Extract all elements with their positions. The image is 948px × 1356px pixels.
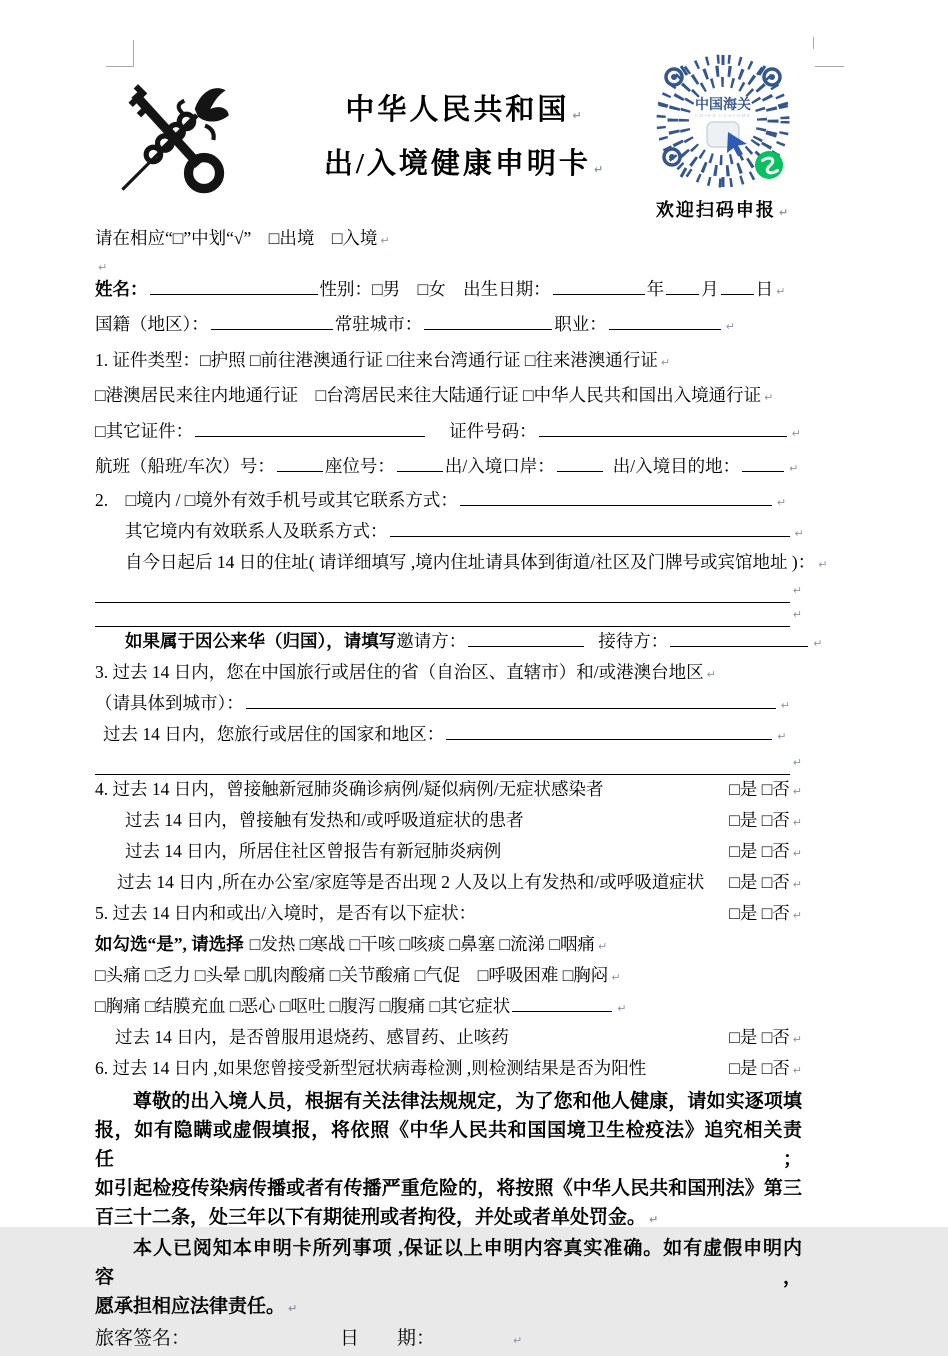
legal-notice <box>95 1087 802 1323</box>
paragraph-mark-icon: ↵ <box>380 234 390 247</box>
text-boundary-mark <box>106 66 134 67</box>
q4-row-4 <box>95 868 802 899</box>
title-line-1: 中华人民共和国 <box>345 94 570 126</box>
date-label: 日 期： <box>340 1327 436 1349</box>
destination-field[interactable] <box>742 468 784 472</box>
paragraph-mark-icon: ↵ <box>725 320 735 333</box>
qr-caption: 欢迎扫码申报 <box>655 200 776 220</box>
q3-countries-label: 过去 14 日内，您旅行或居住的国家和地区： <box>103 723 445 744</box>
paragraph-mark-icon: ↵ <box>611 970 621 984</box>
paragraph-mark-icon: ↵ <box>794 526 804 540</box>
other-document-field[interactable] <box>195 433 425 437</box>
official-visit-label: 如果属于因公来华（归国），请填写 <box>125 630 397 651</box>
paragraph-mark-icon: ↵ <box>780 698 790 712</box>
q5-yesno[interactable]: □是 □否 <box>729 902 790 923</box>
symptom-checkbox-group-3[interactable]: □胸痛 □结膜充血 □恶心 □呕吐 □腹泻 □腹痛 □其它症状 <box>95 995 511 1016</box>
text-boundary-mark <box>133 40 134 67</box>
other-document-row <box>95 415 802 451</box>
emergency-contact-field[interactable] <box>390 533 790 537</box>
q3-text: 3. 过去 14 日内，您在中国旅行或居住的省（自治区、直辖市）和/或港澳台地区 <box>95 661 704 682</box>
q4-yesno-4[interactable]: □是 □否 <box>729 871 790 892</box>
q4-yesno-2[interactable]: □是 □否 <box>729 809 790 830</box>
address-field-line-1[interactable] <box>95 599 790 603</box>
paragraph-mark-icon: ↵ <box>706 667 716 681</box>
qr-center-label: 中国海关 <box>695 98 751 113</box>
address-row <box>95 548 828 579</box>
occupation-field[interactable] <box>609 326 721 330</box>
q5-row <box>95 899 802 930</box>
address-blank-row-2 <box>95 603 802 627</box>
paragraph-mark-icon: ↵ <box>792 607 802 621</box>
q4-text-3: 过去 14 日内，所居住社区曾报告有新冠肺炎病例 <box>125 840 502 861</box>
other-symptom-field[interactable] <box>512 1008 612 1012</box>
address-field-line-2[interactable] <box>95 623 790 627</box>
paragraph-mark-icon: ↵ <box>792 784 802 798</box>
q3-row <box>95 658 802 689</box>
legal-line: 百三十二条，处三年以下有期徒刑或者拘役，并处或者单处罚金。 ↵ <box>95 1206 659 1228</box>
paragraph-mark-icon: ↵ <box>598 939 608 953</box>
flight-number-field[interactable] <box>277 468 323 472</box>
customs-emblem-icon <box>110 76 234 204</box>
medicine-row <box>95 1023 802 1054</box>
nationality-field[interactable] <box>211 326 333 330</box>
document-type-row-1 <box>95 344 802 380</box>
emergency-contact-row <box>95 517 802 548</box>
symptom-row-1 <box>95 930 802 961</box>
occupation-label: 职业： <box>554 314 607 334</box>
document-title <box>255 86 675 194</box>
q3-countries-field[interactable] <box>446 736 772 740</box>
paragraph-mark-icon: ↵ <box>776 495 787 509</box>
symptom-row-2 <box>95 961 802 992</box>
legal-line: 如引起检疫传染病传播或者有传播严重危险的，将按照《中华人民共和国刑法》第三 <box>95 1177 802 1199</box>
address-label: 自今日起后 14 日的住址( 请详细填写 ,境内住址请具体到街道/社区及门牌号或宾馆地址 )： <box>125 551 816 572</box>
address-blank-row-1 <box>95 579 802 603</box>
medicine-text: 过去 14 日内，是否曾服用退烧药、感冒药、止咳药 <box>115 1026 509 1047</box>
paragraph-mark-icon: ↵ <box>778 206 791 219</box>
instruction-line <box>95 222 802 258</box>
q3-blank-row <box>95 751 802 775</box>
paragraph-mark-icon: ↵ <box>792 755 802 769</box>
seat-number-label: 座位号： <box>324 456 395 476</box>
document-number-field[interactable] <box>539 433 787 437</box>
empty-paragraph <box>95 258 802 273</box>
name-gender-dob-row <box>95 273 802 309</box>
paragraph-mark-icon: ↵ <box>789 462 799 475</box>
document-type-checkbox-group-2[interactable]: □港澳居民来往内地通行证 □台湾居民来往大陆通行证 □中华人民共和国出入境通行证 <box>95 385 762 405</box>
symptom-row-3 <box>95 992 802 1023</box>
paragraph-mark-icon: ↵ <box>649 1212 659 1226</box>
host-field[interactable] <box>670 643 808 647</box>
q5-text: 5. 过去 14 日内和或出/入境时，是否有以下症状： <box>95 902 477 923</box>
nationality-city-occupation-row <box>95 308 802 344</box>
inviter-label: 邀请方： <box>396 630 467 651</box>
q6-yesno[interactable]: □是 □否 <box>729 1057 790 1078</box>
q4-row-2 <box>95 806 802 837</box>
paragraph-mark-icon: ↵ <box>818 557 828 571</box>
destination-label: 出/入境目的地： <box>612 456 741 476</box>
host-label: 接待方： <box>598 630 669 651</box>
declaration-line: 本人已阅知本申明卡所列事项 ,保证以上申明内容真实准确。如有虚假申明内容， <box>95 1237 802 1288</box>
inviter-field[interactable] <box>468 643 584 647</box>
document-type-checkbox-group-1[interactable]: 1. 证件类型：□护照 □前往港澳通行证 □往来台湾通行证 □往来港澳通行证 <box>95 349 658 370</box>
paragraph-mark-icon: ↵ <box>813 636 823 650</box>
paragraph-mark-icon: ↵ <box>776 284 786 298</box>
birth-month-field[interactable] <box>666 291 699 295</box>
paragraph-mark-icon: ↵ <box>792 1063 802 1077</box>
paragraph-mark-icon: ↵ <box>792 846 802 860</box>
declaration-line: 愿承担相应法律责任。 ↵ <box>95 1295 298 1317</box>
q3-city-label: （请具体到城市）： <box>95 692 244 713</box>
signature-label: 旅客签名： <box>95 1327 191 1349</box>
symptom-checkbox-group-2[interactable]: □头痛 □乏力 □头晕 □肌肉酸痛 □关节酸痛 □气促 □呼吸困难 □胸闷 <box>95 964 609 985</box>
q3-countries-row <box>95 720 802 751</box>
phone-field[interactable] <box>460 502 772 506</box>
paragraph-mark-icon: ↵ <box>764 391 774 404</box>
symptom-checkbox-group-1[interactable]: □发热 □寒战 □干咳 □咳痰 □鼻塞 □流涕 □咽痛 <box>249 933 595 954</box>
q6-row <box>95 1054 802 1085</box>
medicine-yesno[interactable]: □是 □否 <box>729 1026 790 1047</box>
port-label: 出/入境口岸： <box>444 456 555 476</box>
paragraph-mark-icon: ↵ <box>792 815 802 829</box>
nationality-label: 国籍（地区）： <box>95 314 209 334</box>
official-visit-row <box>95 627 823 658</box>
qr-code <box>648 52 798 194</box>
paragraph-mark-icon: ↵ <box>288 1301 298 1315</box>
text-boundary-mark <box>815 66 844 67</box>
name-label: 姓名： <box>95 278 148 299</box>
document-type-row-2 <box>95 379 802 415</box>
q4-text-1: 4. 过去 14 日内，曾接触新冠肺炎确诊病例/疑似病例/无症状感染者 <box>95 778 604 799</box>
gender-dob-checkbox-group[interactable]: 性别：□男 □女 出生日期： <box>319 278 551 299</box>
birth-year-field[interactable] <box>553 291 645 295</box>
paragraph-mark-icon: ↵ <box>660 355 671 369</box>
resident-city-label: 常驻城市： <box>334 314 423 334</box>
day-label: 日 <box>755 278 774 299</box>
port-field[interactable] <box>557 468 603 472</box>
q4-yesno-1[interactable]: □是 □否 <box>729 778 790 799</box>
title-line-2: 出/入境健康申明卡 <box>323 148 591 180</box>
year-label: 年 <box>646 278 665 299</box>
seat-number-field[interactable] <box>397 468 443 472</box>
document-number-label: 证件号码： <box>449 420 537 441</box>
paragraph-mark-icon: ↵ <box>572 109 585 122</box>
other-document-checkbox[interactable]: □其它证件： <box>95 420 194 441</box>
emergency-contact-label: 其它境内有效联系人及联系方式： <box>125 520 388 541</box>
q4-row-3 <box>95 837 802 868</box>
paragraph-mark-icon: ↵ <box>792 1032 802 1046</box>
phone-checkbox-group[interactable]: 2. □境内 / □境外有效手机号或其它联系方式： <box>95 489 458 510</box>
symptom-select-label: 如勾选“是”, 请选择 <box>95 933 244 954</box>
q4-text-2: 过去 14 日内，曾接触有发热和/或呼吸道症状的患者 <box>125 809 524 830</box>
q6-text: 6. 过去 14 日内 ,如果您曾接受新型冠状病毒检测 ,则检测结果是否为阳性 <box>95 1057 647 1078</box>
signature-row <box>95 1323 802 1356</box>
q4-text-4: 过去 14 日内 ,所在办公室/家庭等是否出现 2 人及以上有发热和/或呼吸道症状 <box>117 871 705 892</box>
flight-seat-port-row <box>95 450 802 486</box>
paragraph-mark-icon: ↵ <box>617 1001 627 1015</box>
q3-city-row <box>95 689 802 720</box>
birth-day-field[interactable] <box>721 291 754 295</box>
paragraph-mark-icon: ↵ <box>777 729 787 743</box>
paragraph-mark-icon: ↵ <box>791 426 801 440</box>
resident-city-field[interactable] <box>424 326 552 330</box>
paragraph-mark-icon: ↵ <box>513 1333 523 1347</box>
paragraph-mark-icon: ↵ <box>792 583 802 597</box>
month-label: 月 <box>701 278 719 299</box>
name-field[interactable] <box>150 291 318 295</box>
paragraph-mark-icon: ↵ <box>98 260 108 274</box>
q4-yesno-3[interactable]: □是 □否 <box>729 840 790 861</box>
legal-line: 报，如有隐瞒或虚假填报，将依照《中华人民共和国国境卫生检疫法》追究相关责任； <box>95 1119 802 1170</box>
flight-number-label: 航班（船班/车次）号： <box>95 456 275 476</box>
text-boundary-mark <box>813 37 814 49</box>
legal-line: 尊敬的出入境人员，根据有关法律法规规定，为了您和他人健康，请如实逐项填 <box>133 1090 802 1112</box>
exit-entry-checkbox-group[interactable]: 请在相应“□”中划“√” □出境 □入境 <box>95 228 378 248</box>
form-body <box>95 222 828 1356</box>
q3-city-field[interactable] <box>246 705 776 709</box>
paragraph-mark-icon: ↵ <box>792 908 802 922</box>
qr-center-sublabel: CHINA CUSTOMS <box>695 113 751 118</box>
phone-row <box>95 486 802 517</box>
paragraph-mark-icon: ↵ <box>792 877 802 891</box>
paragraph-mark-icon: ↵ <box>593 163 607 176</box>
q4-row-1 <box>95 775 802 806</box>
